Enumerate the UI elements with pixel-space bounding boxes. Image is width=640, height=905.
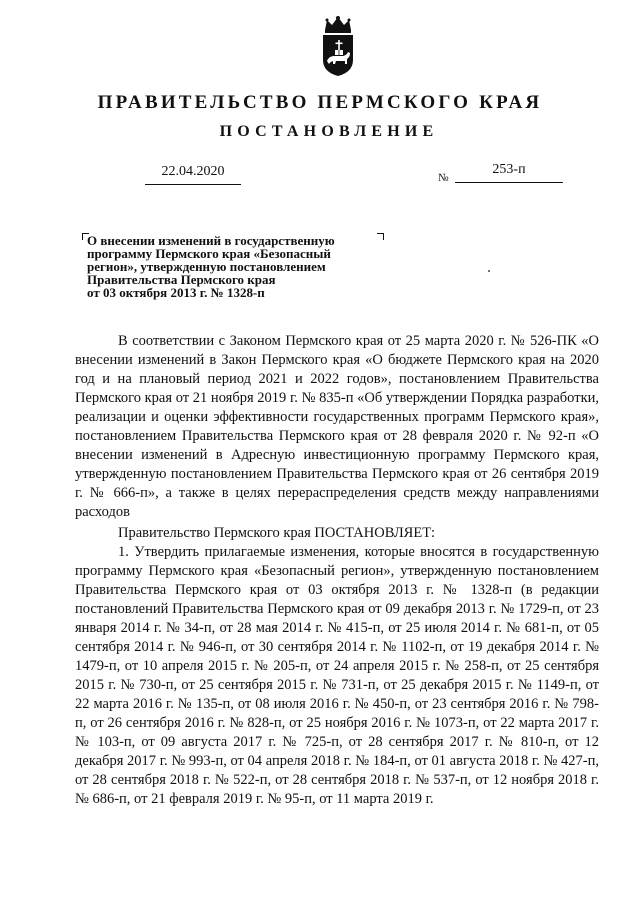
document-number-label: № bbox=[438, 172, 449, 184]
subject-line: программу Пермского края «Безопасный bbox=[87, 246, 331, 261]
scan-speck bbox=[488, 270, 490, 272]
subject-line: регион», утвержденную постановлением bbox=[87, 259, 326, 274]
preamble-paragraph: В соответствии с Законом Пермского края от 25 марта 2020 г. № 526-ПК «О внесении изменений в Закон Пермского края «О бюджете Пермского края на 2020 год и на плановый период 2021 и 2022 годов», постановлением Правительства Пермского края от 21 ноября 2019 г. № 835-п «Об утверждении Порядка разработки, реализации и оценки эффективности государственных программ Пермского края», постановлением Правительства Пермского края от 28 февраля 2020 г. № 92-п «О внесении изменений в Адресную инвестиционную программу Пермского края, утвержденную постановлением Правительства Пермского края от 26 сентября 2019 г. № 666-п», а также в целях перераспределения средств между направлениями расходов bbox=[75, 333, 599, 520]
subject-line: от 03 октября 2013 г. № 1328-п bbox=[87, 285, 265, 300]
document-type-title: ПОСТАНОВЛЕНИЕ bbox=[219, 123, 439, 140]
subject-line: О внесении изменений в государственную bbox=[87, 233, 335, 248]
document-number: 253-п bbox=[455, 162, 563, 183]
perm-coat-of-arms-icon bbox=[319, 14, 357, 78]
government-title: ПРАВИТЕЛЬСТВО ПЕРМСКОГО КРАЯ bbox=[97, 92, 543, 113]
subject-block bbox=[87, 234, 397, 299]
clause-1-paragraph: 1. Утвердить прилагаемые изменения, которые вносятся в государственную программу Пермского края «Безопасный регион», утвержденную постановлением Правительства Пермского края от 03 октября 2013 г. № 1328-п (в редакции постановлений Правительства Пермского края от 09 декабря 2013 г. № 1729-п, от 23 января 2014 г. № 34-п, от 28 мая 2014 г. № 415-п, от 25 июля 2014 г. № 681-п, от 05 сентября 2014 г. № 946-п, от 30 сентября 2014 г. № 1102-п, от 19 декабря 2014 г. № 1479-п, от 10 апреля 2015 г. № 205-п, от 24 апреля 2015 г. № 258-п, от 25 сентября 2015 г. № 730-п, от 25 сентября 2015 г. № 731-п, от 25 декабря 2015 г. № 1149-п, от 22 марта 2016 г. № 135-п, от 08 июля 2016 г. № 450-п, от 23 сентября 2016 г. № 798-п, от 26 сентября 2016 г. № 828-п, от 25 ноября 2016 г. № 1073-п, от 22 марта 2017 г. № 103-п, от 09 августа 2017 г. № 725-п, от 28 сентября 2017 г. № 810-п, от 12 декабря 2017 г. № 993-п, от 04 апреля 2018 г. № 184-п, от 01 августа 2018 г. № 427-п, от 28 сентября 2018 г. № 522-п, от 28 сентября 2018 г. № 537-п, от 12 ноября 2018 г. № 686-п, от 21 февраля 2019 г. № 95-п, от 11 марта 2019 г. bbox=[75, 544, 599, 807]
document-date: 22.04.2020 bbox=[145, 164, 241, 185]
subject-line: Правительства Пермского края bbox=[87, 272, 276, 287]
resolution-paragraph: Правительство Пермского края ПОСТАНОВЛЯЕТ: bbox=[118, 525, 436, 541]
document-body bbox=[75, 332, 599, 809]
